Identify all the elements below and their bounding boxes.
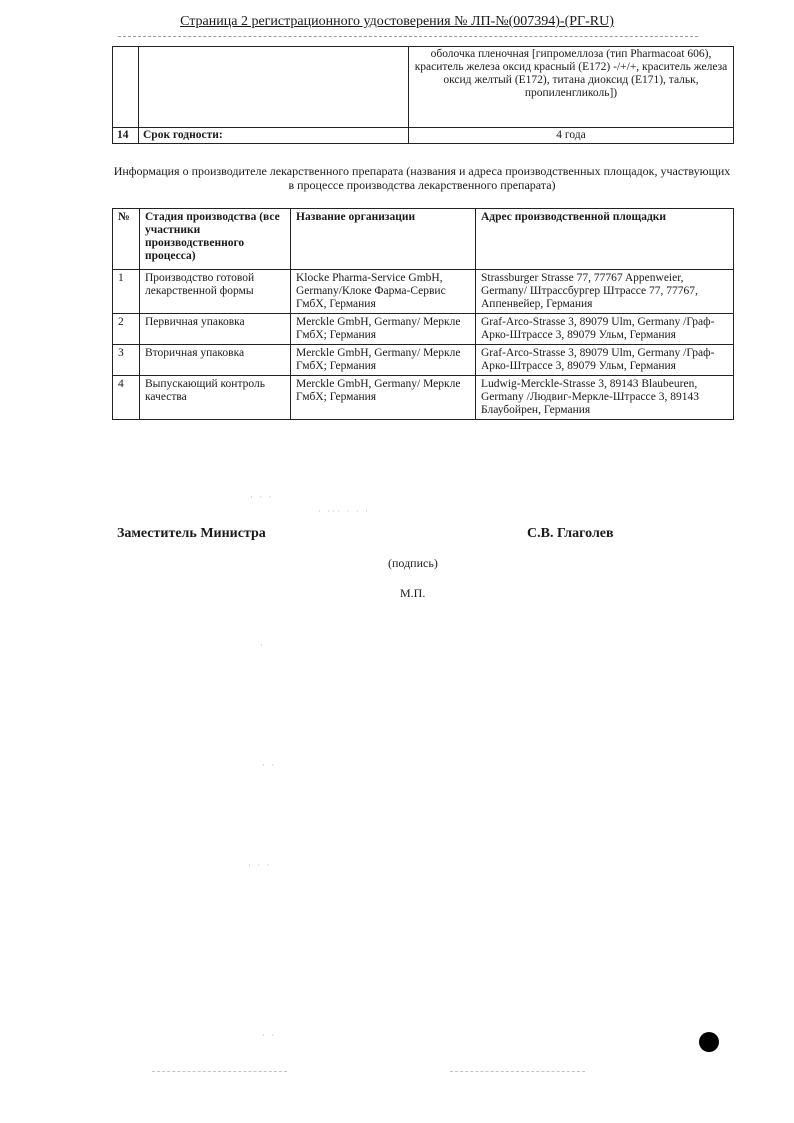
address-cell: Strassburger Strasse 77, 77767 Appenweier, Germany/ Штрассбургер Штрассе 77, 77767, Аппенвейер, Германия [476, 270, 734, 314]
manufacturer-info-heading: Информация о производителе лекарственного препарата (названия и адреса производственных площадок, участвующих в процессе производства лекарственного препарата) [113, 164, 731, 192]
signature-caption: (подпись) [388, 556, 438, 570]
row-number: 4 [113, 376, 140, 420]
stage-cell: Вторичная упаковка [140, 345, 291, 376]
signer-title: Заместитель Министра [117, 526, 266, 541]
row-label: Срок годности: [139, 128, 409, 144]
address-cell: Graf-Arco-Strasse 3, 89079 Ulm, Germany /Граф-Арко-Штрассе 3, 89079 Ульм, Германия [476, 314, 734, 345]
table-row [113, 314, 734, 345]
row-number: 3 [113, 345, 140, 376]
scan-speckle: · · · [248, 860, 272, 870]
organization-cell: Merckle GmbH, Germany/ Меркле ГмбХ; Германия [291, 314, 476, 345]
organization-cell: Merckle GmbH, Germany/ Меркле ГмбХ; Германия [291, 345, 476, 376]
scan-speckle: · ··· · · · [318, 506, 370, 516]
scan-punch-mark [699, 1032, 719, 1052]
row-label [139, 47, 409, 128]
scan-dash-line [450, 1071, 585, 1072]
address-cell: Ludwig-Merckle-Strasse 3, 89143 Blaubeuren, Germany /Людвиг-Меркле-Штрассе 3, 89143 Блаубойрен, Германия [476, 376, 734, 420]
address-cell: Graf-Arco-Strasse 3, 89079 Ulm, Germany /Граф-Арко-Штрассе 3, 89079 Ульм, Германия [476, 345, 734, 376]
table-row [113, 376, 734, 420]
scan-speckle: · [260, 640, 265, 650]
table-row [113, 345, 734, 376]
stamp-place-label: М.П. [400, 586, 426, 600]
top-table [112, 46, 734, 144]
page-header: Страница 2 регистрационного удостоверения № ЛП-№(007394)-(РГ-RU) [180, 14, 614, 29]
column-header: Адрес производственной площадки [476, 209, 734, 270]
table-row [113, 47, 734, 128]
signer-name: С.В. Глаголев [527, 526, 614, 541]
row-value: оболочка пленочная [гипромеллоза (тип Pharmacoat 606), краситель железа оксид красный (Е172) -/+/+, краситель железа оксид желтый (Е172), титана диоксид (Е171), тальк, пропиленгликоль]) [409, 47, 734, 128]
organization-cell: Merckle GmbH, Germany/ Меркле ГмбХ; Германия [291, 376, 476, 420]
table-row [113, 128, 734, 144]
stage-cell: Первичная упаковка [140, 314, 291, 345]
column-header: Название организации [291, 209, 476, 270]
row-value: 4 года [409, 128, 734, 144]
scan-speckle: · · · [250, 492, 274, 502]
production-table [112, 208, 734, 420]
column-header: Стадия производства (все участники производственного процесса) [140, 209, 291, 270]
row-number [113, 47, 139, 128]
row-number: 14 [113, 128, 139, 144]
stage-cell: Производство готовой лекарственной формы [140, 270, 291, 314]
table-row [113, 270, 734, 314]
scan-dash-line [118, 36, 698, 37]
scan-speckle: · · [262, 1030, 277, 1040]
scan-dash-line [152, 1071, 287, 1072]
row-number: 1 [113, 270, 140, 314]
stage-cell: Выпускающий контроль качества [140, 376, 291, 420]
row-number: 2 [113, 314, 140, 345]
table-header-row [113, 209, 734, 270]
scan-speckle: · · [262, 760, 277, 770]
organization-cell: Klocke Pharma-Service GmbH, Germany/Клоке Фарма-Сервис ГмбХ, Германия [291, 270, 476, 314]
column-header: № [113, 209, 140, 270]
